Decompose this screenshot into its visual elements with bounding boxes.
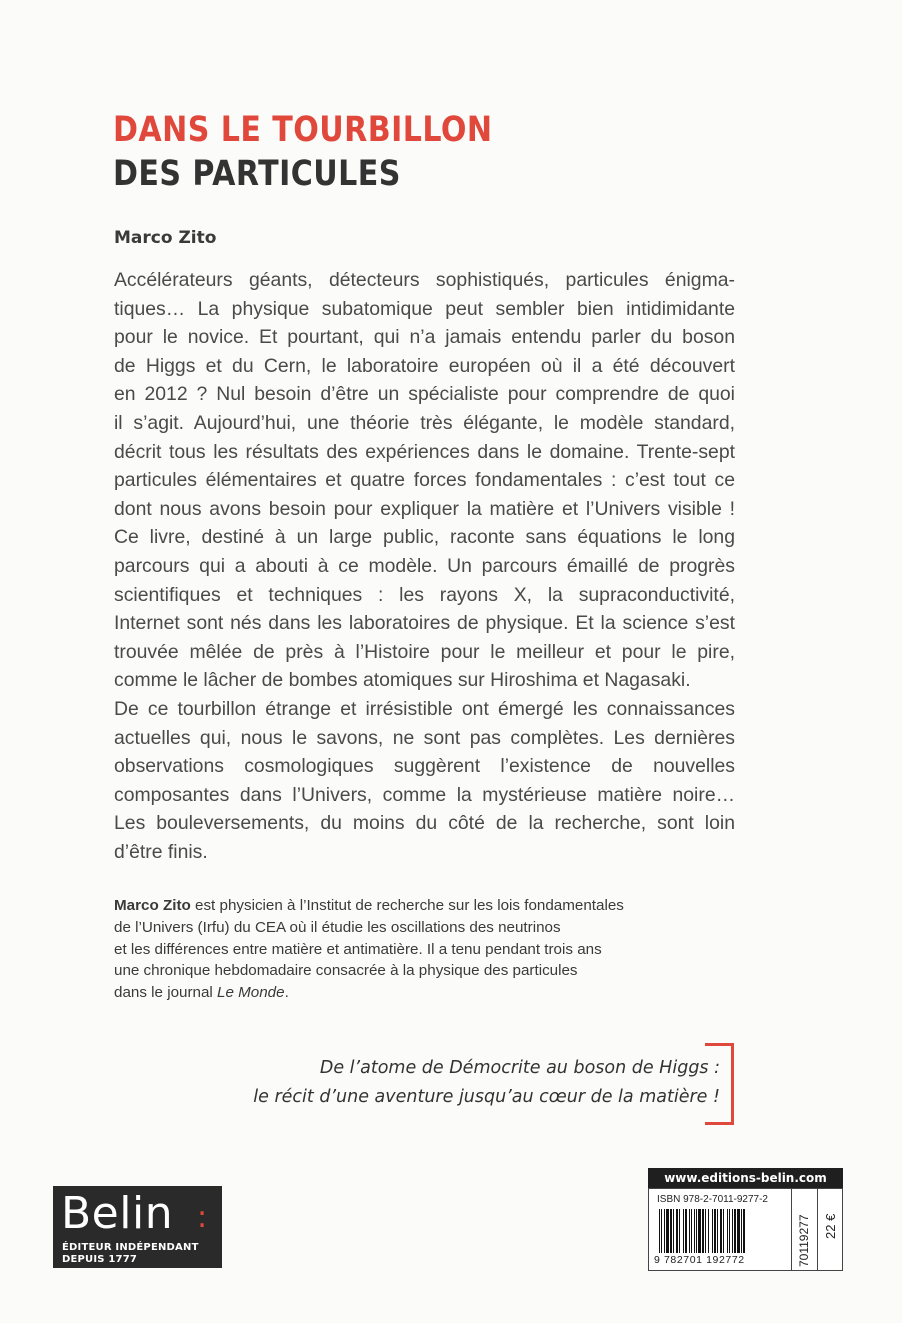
tagline-line-1: De l’atome de Démocrite au boson de Higgs : (319, 1058, 720, 1078)
logo-wordmark: Belin (61, 1188, 174, 1239)
barcode-bar (708, 1209, 709, 1253)
ean-digits: 9 782701 192772 (654, 1254, 745, 1266)
bio-name: Marco Zito (114, 897, 191, 914)
barcode-bar (727, 1209, 728, 1253)
bio-text: et les différences entre matière et antimatière. Il a tenu pendant trois ans (114, 940, 602, 958)
barcode-panel (648, 1188, 843, 1271)
barcode-bar (670, 1209, 672, 1253)
barcode-bar (702, 1209, 704, 1253)
blurb-line: d’être finis. (114, 840, 208, 863)
blurb-line: De ce tourbillon étrange et irrésistible ont émergé les connaissances (114, 697, 735, 720)
journal-name: Le Monde (217, 984, 285, 1002)
barcode-bar (732, 1209, 733, 1253)
blurb (114, 266, 735, 866)
barcode-bar (737, 1209, 740, 1253)
barcode-bar (741, 1209, 742, 1253)
barcode-bar (664, 1209, 665, 1253)
price: 22 € (823, 1213, 838, 1239)
tagline-line-2: le récit d’une aventure jusqu’au cœur de la matière ! (253, 1087, 720, 1107)
blurb-line: comme le lâcher de bombes atomiques sur Hiroshima et Nagasaki. (114, 669, 691, 692)
barcode-bar (734, 1209, 736, 1253)
publisher-website: www.editions-belin.com (648, 1168, 843, 1188)
barcode-bar (685, 1209, 687, 1253)
bio-text: une chronique hebdomadaire consacrée à la physique des particules (114, 962, 578, 980)
barcode-bars (657, 1209, 787, 1253)
divider (791, 1189, 792, 1270)
blurb-line: particules élémentaires et quatre forces fondamentales : c’est tout ce (114, 469, 735, 492)
barcode-bar (659, 1209, 660, 1253)
isbn-number: ISBN 978-2-7011-9277-2 (657, 1194, 768, 1205)
barcode-bar (679, 1209, 680, 1253)
barcode-bar (729, 1209, 730, 1253)
bio-text: . (284, 984, 289, 1002)
publisher-logo (53, 1186, 222, 1268)
bio-text: dans le journal (114, 984, 218, 1002)
logo-tagline-2: DEPUIS 1777 (62, 1254, 138, 1265)
blurb-line: Internet sont nés dans les laboratoires de physique. Et la science s’est (114, 612, 735, 635)
blurb-line: trouvée mêlée de près à l’Histoire pour le meilleur et pour le pire, (114, 640, 735, 663)
barcode-bar (698, 1209, 701, 1253)
barcode-bar (673, 1209, 674, 1253)
blurb-line: actuelles qui, nous le savons, ne sont pas complètes. Les dernières (114, 726, 735, 749)
barcode-bar (694, 1209, 695, 1253)
tagline (253, 1054, 720, 1112)
blurb-line: composantes dans l’Univers, comme la mystérieuse matière noire… (114, 783, 735, 806)
blurb-line: parcours qui a abouti à ce modèle. Un parcours émaillé de progrès (114, 554, 735, 577)
barcode-bar (717, 1209, 718, 1253)
barcode-bar (714, 1209, 716, 1253)
title-line-1: DANS LE TOURBILLON (113, 110, 493, 150)
barcode-bar (689, 1209, 690, 1253)
divider (817, 1189, 818, 1270)
blurb-line: scientifiques et techniques : les rayons X, la supraconductivité, (114, 583, 735, 606)
barcode-bar (720, 1209, 722, 1253)
book-title (113, 108, 493, 196)
barcode-bar (705, 1209, 706, 1253)
blurb-line: tiques… La physique subatomique peut sembler bien intidimidante (114, 297, 735, 320)
barcode-bar (723, 1209, 724, 1253)
blurb-line: dont nous avons besoin pour expliquer la matière et l’Univers visible ! (114, 497, 735, 520)
blurb-line: observations cosmologiques suggèrent l’existence de nouvelles (114, 755, 735, 778)
blurb-line: en 2012 ? Nul besoin d’être un spécialiste pour comprendre de quoi (114, 383, 735, 406)
blurb-line: pour le novice. Et pourtant, qui n’a jamais entendu parler du boson (114, 326, 735, 349)
barcode-bar (666, 1209, 669, 1253)
blurb-line: Les bouleversements, du moins du côté de la recherche, sont loin (114, 812, 735, 835)
barcode-bar (696, 1209, 697, 1253)
barcode-bar (676, 1209, 678, 1253)
logo-colon-mark: : (197, 1200, 208, 1235)
blurb-line: Ce livre, destiné à un large public, raconte sans équations le long (114, 526, 735, 549)
blurb-line: Accélérateurs géants, détecteurs sophistiqués, particules énigma- (114, 269, 735, 291)
product-code: 70119277 (797, 1214, 811, 1267)
author-bio (114, 895, 714, 1004)
barcode-bar (743, 1209, 745, 1253)
logo-tagline-1: ÉDITEUR INDÉPENDANT (62, 1242, 199, 1253)
barcode-bar (661, 1209, 662, 1253)
barcode-bar (683, 1209, 684, 1253)
barcode-bar (691, 1209, 692, 1253)
author-name: Marco Zito (114, 228, 217, 248)
blurb-line: décrit tous les résultats des expériences dans le domaine. Trente-sept (114, 440, 735, 463)
title-line-2: DES PARTICULES (113, 154, 401, 194)
bio-text: est physicien à l’Institut de recherche sur les lois fondamentales (190, 897, 624, 914)
blurb-line: de Higgs et du Cern, le laboratoire européen où il a été découvert (114, 354, 735, 377)
accent-bracket (705, 1043, 734, 1125)
blurb-line: il s’agit. Aujourd’hui, une théorie très élégante, le modèle standard, (114, 411, 735, 434)
bio-text: de l’Univers (Irfu) du CEA où il étudie les oscillations des neutrinos (114, 918, 561, 936)
barcode-bar (712, 1209, 713, 1253)
